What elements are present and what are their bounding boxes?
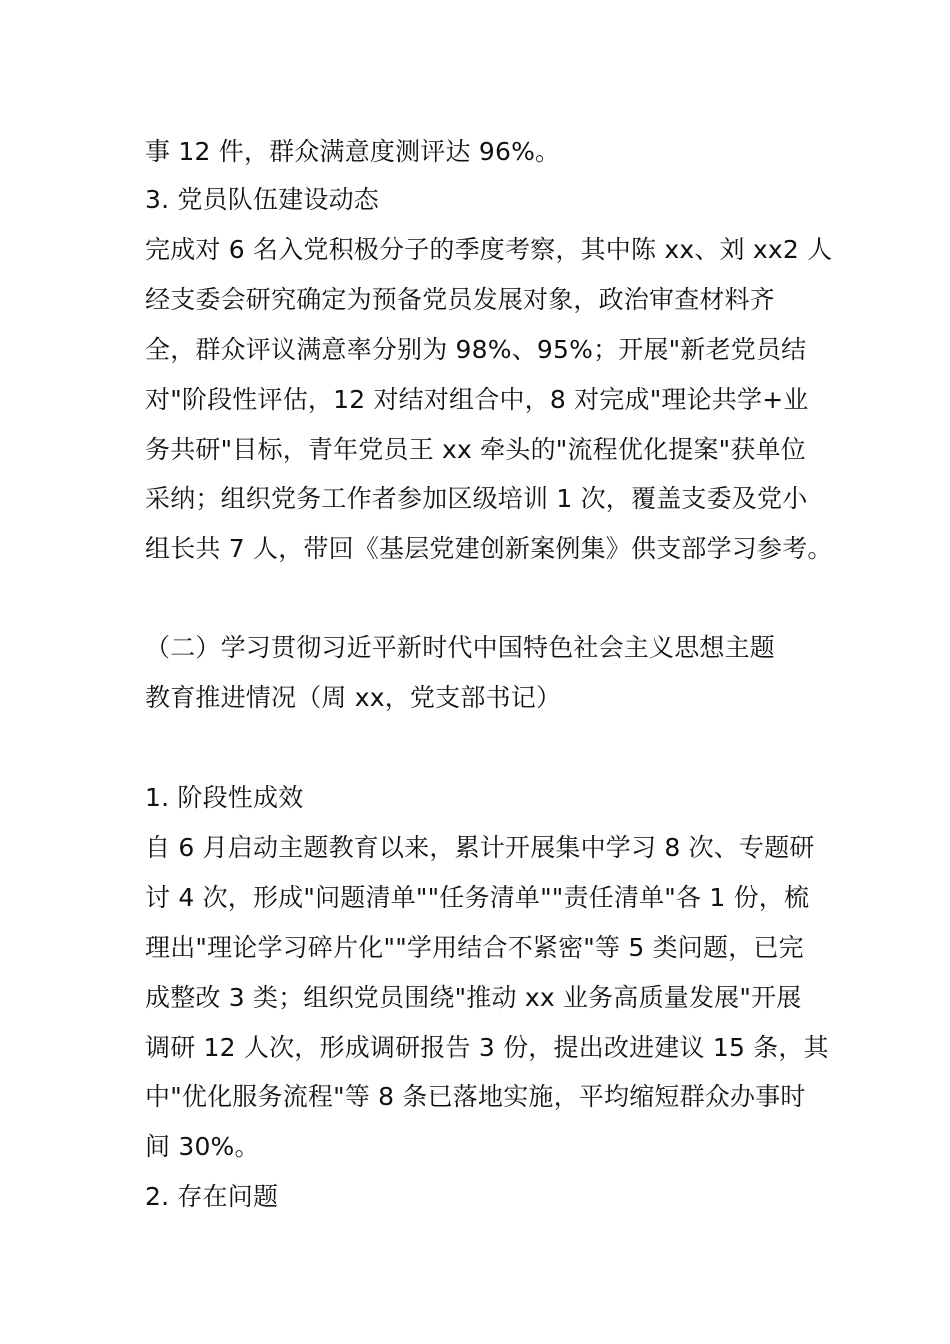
text-line: 间 30%。 <box>145 1132 260 1161</box>
text-line: 讨 4 次，形成"问题清单""任务清单""责任清单"各 1 份，梳 <box>145 883 810 912</box>
text-line: 理出"理论学习碎片化""学用结合不紧密"等 5 类问题，已完 <box>145 933 804 962</box>
text-line: 务共研"目标，青年党员王 xx 牵头的"流程优化提案"获单位 <box>145 435 806 464</box>
text-line: 经支委会研究确定为预备党员发展对象，政治审查材料齐 <box>145 285 776 314</box>
text-line: 调研 12 人次，形成调研报告 3 份，提出改进建议 15 条，其 <box>145 1033 829 1062</box>
text-line: 采纳；组织党务工作者参加区级培训 1 次，覆盖支委及党小 <box>145 484 808 513</box>
text-line: 组长共 7 人，带回《基层党建创新案例集》供支部学习参考。 <box>145 534 833 563</box>
text-line: 事 12 件，群众满意度测评达 96%。 <box>145 137 561 166</box>
text-line: 成整改 3 类；组织党员围绕"推动 xx 业务高质量发展"开展 <box>145 983 802 1012</box>
text-line: 自 6 月启动主题教育以来，累计开展集中学习 8 次、专题研 <box>145 833 815 862</box>
section-heading-2: （二）学习贯彻习近平新时代中国特色社会主义思想主题 <box>145 633 776 662</box>
text-line: 中"优化服务流程"等 8 条已落地实施，平均缩短群众办事时 <box>145 1082 806 1111</box>
text-line: 完成对 6 名入党积极分子的季度考察，其中陈 xx、刘 xx2 人 <box>145 235 833 264</box>
section-heading-2-cont: 教育推进情况（周 xx，党支部书记） <box>145 683 562 712</box>
text-line: 对"阶段性评估，12 对结对组合中，8 对完成"理论共学+业 <box>145 385 809 414</box>
text-line: 全，群众评议满意率分别为 98%、95%；开展"新老党员结 <box>145 335 807 364</box>
subsection-heading-2: 2. 存在问题 <box>145 1182 279 1211</box>
section-heading-3: 3. 党员队伍建设动态 <box>145 185 380 214</box>
subsection-heading-1: 1. 阶段性成效 <box>145 783 304 812</box>
